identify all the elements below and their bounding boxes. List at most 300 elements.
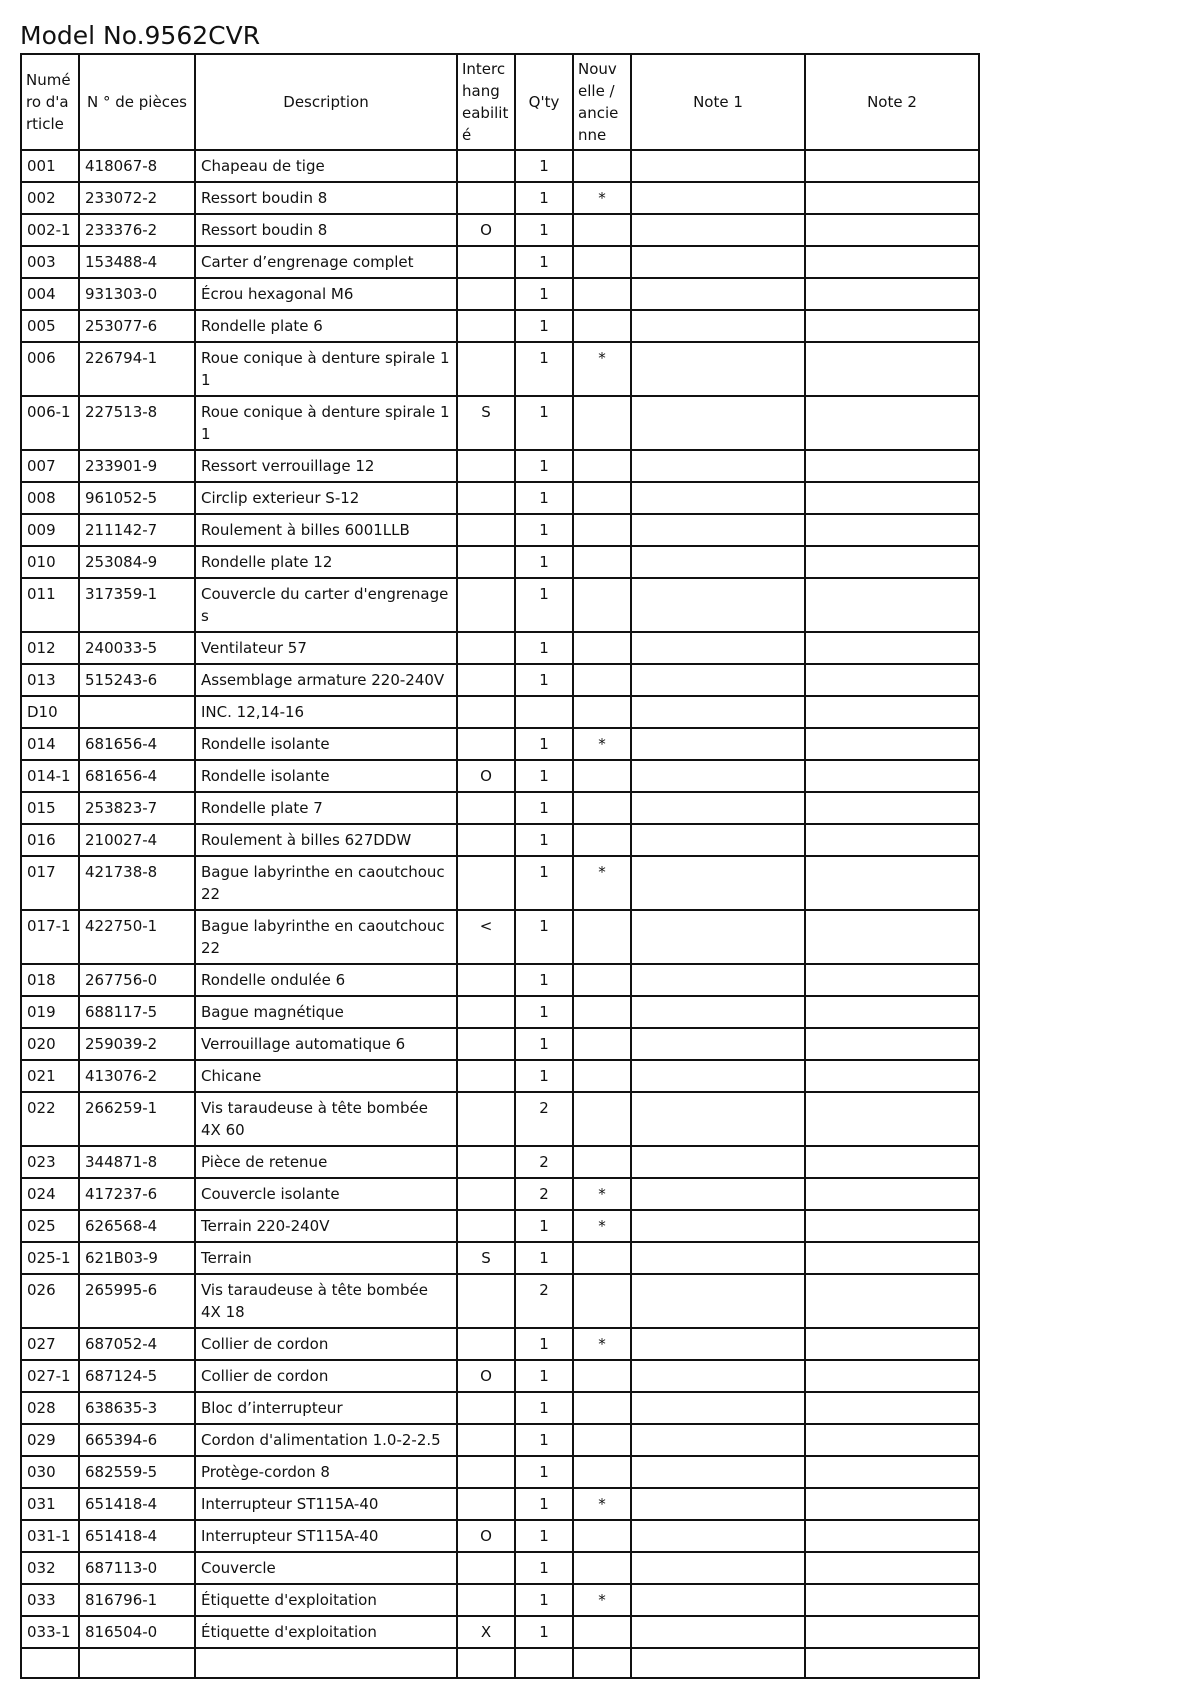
- cell-description: Roue conique à denture spirale 1 1: [195, 396, 457, 450]
- cell-description: Écrou hexagonal M6: [195, 278, 457, 310]
- table-row: [21, 342, 979, 396]
- cell-part-no: 266259-1: [79, 1092, 195, 1146]
- cell-interchangeability: [457, 996, 515, 1028]
- cell-description: Carter d’engrenage complet: [195, 246, 457, 278]
- cell-note1: [631, 664, 805, 696]
- cell-interchangeability: [457, 1392, 515, 1424]
- cell-description: Circlip exterieur S-12: [195, 482, 457, 514]
- cell-note1: [631, 246, 805, 278]
- cell-note2: [805, 450, 979, 482]
- cell-new-old: *: [573, 1328, 631, 1360]
- cell-part-no: 688117-5: [79, 996, 195, 1028]
- table-row: [21, 856, 979, 910]
- table-row: [21, 1210, 979, 1242]
- cell-new-old: *: [573, 1210, 631, 1242]
- cell-interchangeability: [457, 1146, 515, 1178]
- cell-note2: [805, 1520, 979, 1552]
- cell-qty: 1: [515, 964, 573, 996]
- cell-new-old: [573, 1092, 631, 1146]
- cell-item-no: 028: [21, 1392, 79, 1424]
- cell-note2: [805, 1328, 979, 1360]
- table-row: [21, 910, 979, 964]
- cell-part-no: 621B03-9: [79, 1242, 195, 1274]
- cell-new-old: [573, 1552, 631, 1584]
- cell-note2: [805, 214, 979, 246]
- cell-part-no: 233072-2: [79, 182, 195, 214]
- cell-description: Ventilateur 57: [195, 632, 457, 664]
- cell-part-no: 638635-3: [79, 1392, 195, 1424]
- parts-table: [20, 53, 980, 1679]
- cell-new-old: [573, 792, 631, 824]
- cell-note1: [631, 728, 805, 760]
- cell-description: Rondelle plate 12: [195, 546, 457, 578]
- cell-qty: 1: [515, 910, 573, 964]
- cell-interchangeability: [457, 728, 515, 760]
- table-row: [21, 664, 979, 696]
- cell-part-no: 418067-8: [79, 150, 195, 182]
- cell-interchangeability: [457, 1424, 515, 1456]
- cell-qty: 1: [515, 396, 573, 450]
- cell-note1: [631, 856, 805, 910]
- cell-item-no: 026: [21, 1274, 79, 1328]
- cell-description: Terrain: [195, 1242, 457, 1274]
- empty-cell: [21, 1648, 79, 1678]
- cell-item-no: 021: [21, 1060, 79, 1092]
- cell-qty: 2: [515, 1274, 573, 1328]
- cell-note2: [805, 664, 979, 696]
- cell-description: Rondelle ondulée 6: [195, 964, 457, 996]
- cell-qty: 1: [515, 1424, 573, 1456]
- cell-part-no: 687124-5: [79, 1360, 195, 1392]
- cell-item-no: 031-1: [21, 1520, 79, 1552]
- cell-note1: [631, 1424, 805, 1456]
- cell-item-no: 022: [21, 1092, 79, 1146]
- cell-note1: [631, 1584, 805, 1616]
- table-row: [21, 1060, 979, 1092]
- table-row: [21, 246, 979, 278]
- table-row: [21, 1424, 979, 1456]
- cell-note2: [805, 1616, 979, 1648]
- cell-item-no: 018: [21, 964, 79, 996]
- cell-interchangeability: S: [457, 1242, 515, 1274]
- cell-part-no: 665394-6: [79, 1424, 195, 1456]
- cell-note2: [805, 150, 979, 182]
- cell-part-no: 317359-1: [79, 578, 195, 632]
- table-row: [21, 1552, 979, 1584]
- cell-part-no: 227513-8: [79, 396, 195, 450]
- cell-note1: [631, 1242, 805, 1274]
- cell-new-old: [573, 664, 631, 696]
- cell-new-old: [573, 1392, 631, 1424]
- cell-new-old: [573, 246, 631, 278]
- cell-note2: [805, 342, 979, 396]
- cell-description: Collier de cordon: [195, 1360, 457, 1392]
- cell-item-no: 007: [21, 450, 79, 482]
- cell-item-no: 002: [21, 182, 79, 214]
- cell-note2: [805, 1424, 979, 1456]
- cell-item-no: 010: [21, 546, 79, 578]
- cell-description: Roulement à billes 627DDW: [195, 824, 457, 856]
- cell-item-no: 016: [21, 824, 79, 856]
- cell-interchangeability: [457, 182, 515, 214]
- table-row: [21, 514, 979, 546]
- empty-cell: [631, 1648, 805, 1678]
- cell-part-no: 153488-4: [79, 246, 195, 278]
- cell-new-old: [573, 1146, 631, 1178]
- cell-interchangeability: [457, 1328, 515, 1360]
- cell-qty: 1: [515, 996, 573, 1028]
- cell-qty: 1: [515, 214, 573, 246]
- cell-part-no: 682559-5: [79, 1456, 195, 1488]
- cell-new-old: [573, 1242, 631, 1274]
- cell-interchangeability: [457, 546, 515, 578]
- cell-item-no: 003: [21, 246, 79, 278]
- cell-interchangeability: [457, 1456, 515, 1488]
- cell-interchangeability: O: [457, 760, 515, 792]
- cell-qty: 1: [515, 578, 573, 632]
- cell-qty: 1: [515, 1520, 573, 1552]
- cell-note2: [805, 996, 979, 1028]
- cell-description: Couvercle: [195, 1552, 457, 1584]
- cell-note1: [631, 514, 805, 546]
- cell-item-no: 006-1: [21, 396, 79, 450]
- cell-part-no: 651418-4: [79, 1520, 195, 1552]
- cell-note2: [805, 1456, 979, 1488]
- cell-new-old: *: [573, 1584, 631, 1616]
- cell-description: Étiquette d'exploitation: [195, 1584, 457, 1616]
- cell-qty: 1: [515, 1028, 573, 1060]
- table-row: [21, 396, 979, 450]
- cell-qty: 1: [515, 450, 573, 482]
- cell-qty: 1: [515, 1392, 573, 1424]
- cell-item-no: 011: [21, 578, 79, 632]
- cell-qty: 1: [515, 1552, 573, 1584]
- cell-note2: [805, 856, 979, 910]
- cell-part-no: 687113-0: [79, 1552, 195, 1584]
- cell-qty: 1: [515, 760, 573, 792]
- cell-note1: [631, 1060, 805, 1092]
- table-row-empty: [21, 1648, 979, 1678]
- cell-interchangeability: [457, 1092, 515, 1146]
- table-row: [21, 1092, 979, 1146]
- cell-item-no: 004: [21, 278, 79, 310]
- table-row: [21, 1520, 979, 1552]
- cell-qty: 1: [515, 310, 573, 342]
- cell-new-old: *: [573, 342, 631, 396]
- cell-description: Vis taraudeuse à tête bombée 4X 60: [195, 1092, 457, 1146]
- cell-part-no: 681656-4: [79, 760, 195, 792]
- cell-item-no: D10: [21, 696, 79, 728]
- cell-part-no: 233901-9: [79, 450, 195, 482]
- cell-qty: 1: [515, 632, 573, 664]
- header-new-old: Nouv elle / ancie nne: [573, 54, 631, 150]
- cell-note2: [805, 632, 979, 664]
- cell-part-no: 226794-1: [79, 342, 195, 396]
- cell-note2: [805, 728, 979, 760]
- header-interchangeability: Interc hang eabilit é: [457, 54, 515, 150]
- table-row: [21, 1328, 979, 1360]
- cell-interchangeability: [457, 450, 515, 482]
- parts-table-body: [21, 150, 979, 1678]
- cell-new-old: [573, 514, 631, 546]
- cell-item-no: 023: [21, 1146, 79, 1178]
- cell-qty: 1: [515, 482, 573, 514]
- cell-note1: [631, 1488, 805, 1520]
- cell-part-no: 233376-2: [79, 214, 195, 246]
- cell-interchangeability: [457, 514, 515, 546]
- cell-new-old: [573, 1360, 631, 1392]
- cell-note2: [805, 182, 979, 214]
- cell-description: Ressort boudin 8: [195, 214, 457, 246]
- cell-note2: [805, 578, 979, 632]
- header-note2: Note 2: [805, 54, 979, 150]
- cell-note1: [631, 1146, 805, 1178]
- cell-part-no: 626568-4: [79, 1210, 195, 1242]
- cell-new-old: [573, 310, 631, 342]
- cell-qty: 1: [515, 342, 573, 396]
- cell-note1: [631, 182, 805, 214]
- cell-item-no: 025-1: [21, 1242, 79, 1274]
- cell-new-old: [573, 150, 631, 182]
- cell-note2: [805, 514, 979, 546]
- cell-part-no: 211142-7: [79, 514, 195, 546]
- table-row: [21, 1456, 979, 1488]
- cell-part-no: 816504-0: [79, 1616, 195, 1648]
- cell-item-no: 002-1: [21, 214, 79, 246]
- cell-interchangeability: [457, 1552, 515, 1584]
- cell-new-old: *: [573, 182, 631, 214]
- cell-note2: [805, 1392, 979, 1424]
- cell-note2: [805, 278, 979, 310]
- cell-interchangeability: [457, 278, 515, 310]
- cell-part-no: 259039-2: [79, 1028, 195, 1060]
- cell-qty: 1: [515, 1616, 573, 1648]
- cell-part-no: 422750-1: [79, 910, 195, 964]
- cell-item-no: 020: [21, 1028, 79, 1060]
- cell-item-no: 008: [21, 482, 79, 514]
- table-row: [21, 1178, 979, 1210]
- cell-new-old: [573, 1060, 631, 1092]
- header-note1: Note 1: [631, 54, 805, 150]
- cell-part-no: 681656-4: [79, 728, 195, 760]
- header-item-no: Numé ro d'a rticle: [21, 54, 79, 150]
- table-row: [21, 1360, 979, 1392]
- cell-part-no: 344871-8: [79, 1146, 195, 1178]
- cell-note2: [805, 1178, 979, 1210]
- empty-cell: [805, 1648, 979, 1678]
- cell-new-old: [573, 696, 631, 728]
- cell-qty: 1: [515, 1488, 573, 1520]
- table-row: [21, 964, 979, 996]
- cell-description: Rondelle isolante: [195, 760, 457, 792]
- table-row: [21, 450, 979, 482]
- cell-item-no: 006: [21, 342, 79, 396]
- cell-item-no: 012: [21, 632, 79, 664]
- table-row: [21, 1392, 979, 1424]
- cell-interchangeability: O: [457, 1520, 515, 1552]
- cell-part-no: 210027-4: [79, 824, 195, 856]
- cell-note2: [805, 396, 979, 450]
- cell-part-no: 253823-7: [79, 792, 195, 824]
- cell-description: Assemblage armature 220-240V: [195, 664, 457, 696]
- cell-new-old: [573, 996, 631, 1028]
- cell-description: Chapeau de tige: [195, 150, 457, 182]
- cell-part-no: 413076-2: [79, 1060, 195, 1092]
- cell-part-no: 421738-8: [79, 856, 195, 910]
- cell-note1: [631, 1616, 805, 1648]
- empty-cell: [573, 1648, 631, 1678]
- cell-interchangeability: [457, 342, 515, 396]
- cell-note1: [631, 1028, 805, 1060]
- cell-description: Cordon d'alimentation 1.0-2-2.5: [195, 1424, 457, 1456]
- cell-note2: [805, 1028, 979, 1060]
- table-row: [21, 1488, 979, 1520]
- cell-note1: [631, 632, 805, 664]
- cell-note1: [631, 482, 805, 514]
- cell-new-old: *: [573, 1178, 631, 1210]
- cell-note2: [805, 760, 979, 792]
- cell-description: Bague labyrinthe en caoutchouc 22: [195, 856, 457, 910]
- table-row: [21, 482, 979, 514]
- cell-note1: [631, 824, 805, 856]
- header-part-no: N ° de pièces: [79, 54, 195, 150]
- cell-interchangeability: [457, 632, 515, 664]
- cell-description: Rondelle plate 6: [195, 310, 457, 342]
- cell-interchangeability: <: [457, 910, 515, 964]
- cell-item-no: 019: [21, 996, 79, 1028]
- cell-note1: [631, 1360, 805, 1392]
- cell-part-no: 687052-4: [79, 1328, 195, 1360]
- table-row: [21, 1616, 979, 1648]
- cell-interchangeability: [457, 482, 515, 514]
- cell-new-old: *: [573, 728, 631, 760]
- cell-interchangeability: [457, 246, 515, 278]
- table-row: [21, 996, 979, 1028]
- table-row: [21, 310, 979, 342]
- table-row: [21, 150, 979, 182]
- cell-part-no: 651418-4: [79, 1488, 195, 1520]
- cell-new-old: [573, 396, 631, 450]
- cell-note1: [631, 214, 805, 246]
- table-row: [21, 1274, 979, 1328]
- cell-description: Collier de cordon: [195, 1328, 457, 1360]
- cell-note1: [631, 1392, 805, 1424]
- cell-note2: [805, 246, 979, 278]
- cell-note2: [805, 1242, 979, 1274]
- cell-note2: [805, 1146, 979, 1178]
- cell-qty: 2: [515, 1092, 573, 1146]
- table-row: [21, 792, 979, 824]
- cell-part-no: 515243-6: [79, 664, 195, 696]
- cell-description: Bague labyrinthe en caoutchouc 22: [195, 910, 457, 964]
- cell-note2: [805, 1210, 979, 1242]
- cell-interchangeability: [457, 856, 515, 910]
- cell-item-no: 032: [21, 1552, 79, 1584]
- table-row: [21, 760, 979, 792]
- table-row: [21, 1146, 979, 1178]
- cell-description: Couvercle du carter d'engrenage s: [195, 578, 457, 632]
- cell-item-no: 015: [21, 792, 79, 824]
- cell-description: Pièce de retenue: [195, 1146, 457, 1178]
- cell-interchangeability: [457, 1274, 515, 1328]
- cell-qty: 1: [515, 1060, 573, 1092]
- cell-note2: [805, 824, 979, 856]
- cell-note1: [631, 1210, 805, 1242]
- cell-qty: 1: [515, 664, 573, 696]
- cell-new-old: [573, 546, 631, 578]
- cell-note1: [631, 1178, 805, 1210]
- cell-interchangeability: O: [457, 1360, 515, 1392]
- cell-new-old: [573, 482, 631, 514]
- cell-note1: [631, 996, 805, 1028]
- cell-note2: [805, 1584, 979, 1616]
- cell-note2: [805, 1360, 979, 1392]
- cell-note1: [631, 760, 805, 792]
- cell-qty: 2: [515, 1178, 573, 1210]
- cell-item-no: 031: [21, 1488, 79, 1520]
- cell-item-no: 029: [21, 1424, 79, 1456]
- cell-new-old: [573, 1456, 631, 1488]
- cell-interchangeability: [457, 1060, 515, 1092]
- cell-qty: 1: [515, 1210, 573, 1242]
- cell-item-no: 005: [21, 310, 79, 342]
- header-description: Description: [195, 54, 457, 150]
- cell-new-old: [573, 1424, 631, 1456]
- table-row: [21, 632, 979, 664]
- cell-qty: 1: [515, 1456, 573, 1488]
- cell-new-old: [573, 1274, 631, 1328]
- empty-cell: [79, 1648, 195, 1678]
- cell-note1: [631, 450, 805, 482]
- cell-part-no: 267756-0: [79, 964, 195, 996]
- cell-qty: 1: [515, 514, 573, 546]
- cell-qty: 1: [515, 1242, 573, 1274]
- cell-part-no: 961052-5: [79, 482, 195, 514]
- cell-description: Couvercle isolante: [195, 1178, 457, 1210]
- cell-qty: 1: [515, 728, 573, 760]
- cell-description: INC. 12,14-16: [195, 696, 457, 728]
- cell-item-no: 014: [21, 728, 79, 760]
- cell-item-no: 027: [21, 1328, 79, 1360]
- cell-item-no: 024: [21, 1178, 79, 1210]
- cell-interchangeability: [457, 578, 515, 632]
- cell-new-old: [573, 824, 631, 856]
- cell-note1: [631, 578, 805, 632]
- cell-new-old: [573, 1028, 631, 1060]
- table-row: [21, 214, 979, 246]
- cell-description: Interrupteur ST115A-40: [195, 1520, 457, 1552]
- cell-item-no: 027-1: [21, 1360, 79, 1392]
- empty-cell: [195, 1648, 457, 1678]
- cell-new-old: [573, 760, 631, 792]
- cell-interchangeability: [457, 696, 515, 728]
- cell-qty: 1: [515, 1328, 573, 1360]
- cell-qty: 1: [515, 278, 573, 310]
- table-row: [21, 1242, 979, 1274]
- cell-interchangeability: [457, 1488, 515, 1520]
- table-row: [21, 824, 979, 856]
- cell-description: Roulement à billes 6001LLB: [195, 514, 457, 546]
- cell-note1: [631, 696, 805, 728]
- cell-qty: [515, 696, 573, 728]
- cell-part-no: 417237-6: [79, 1178, 195, 1210]
- cell-interchangeability: [457, 664, 515, 696]
- cell-item-no: 025: [21, 1210, 79, 1242]
- cell-description: Verrouillage automatique 6: [195, 1028, 457, 1060]
- cell-note1: [631, 310, 805, 342]
- table-row: [21, 1584, 979, 1616]
- cell-note1: [631, 1274, 805, 1328]
